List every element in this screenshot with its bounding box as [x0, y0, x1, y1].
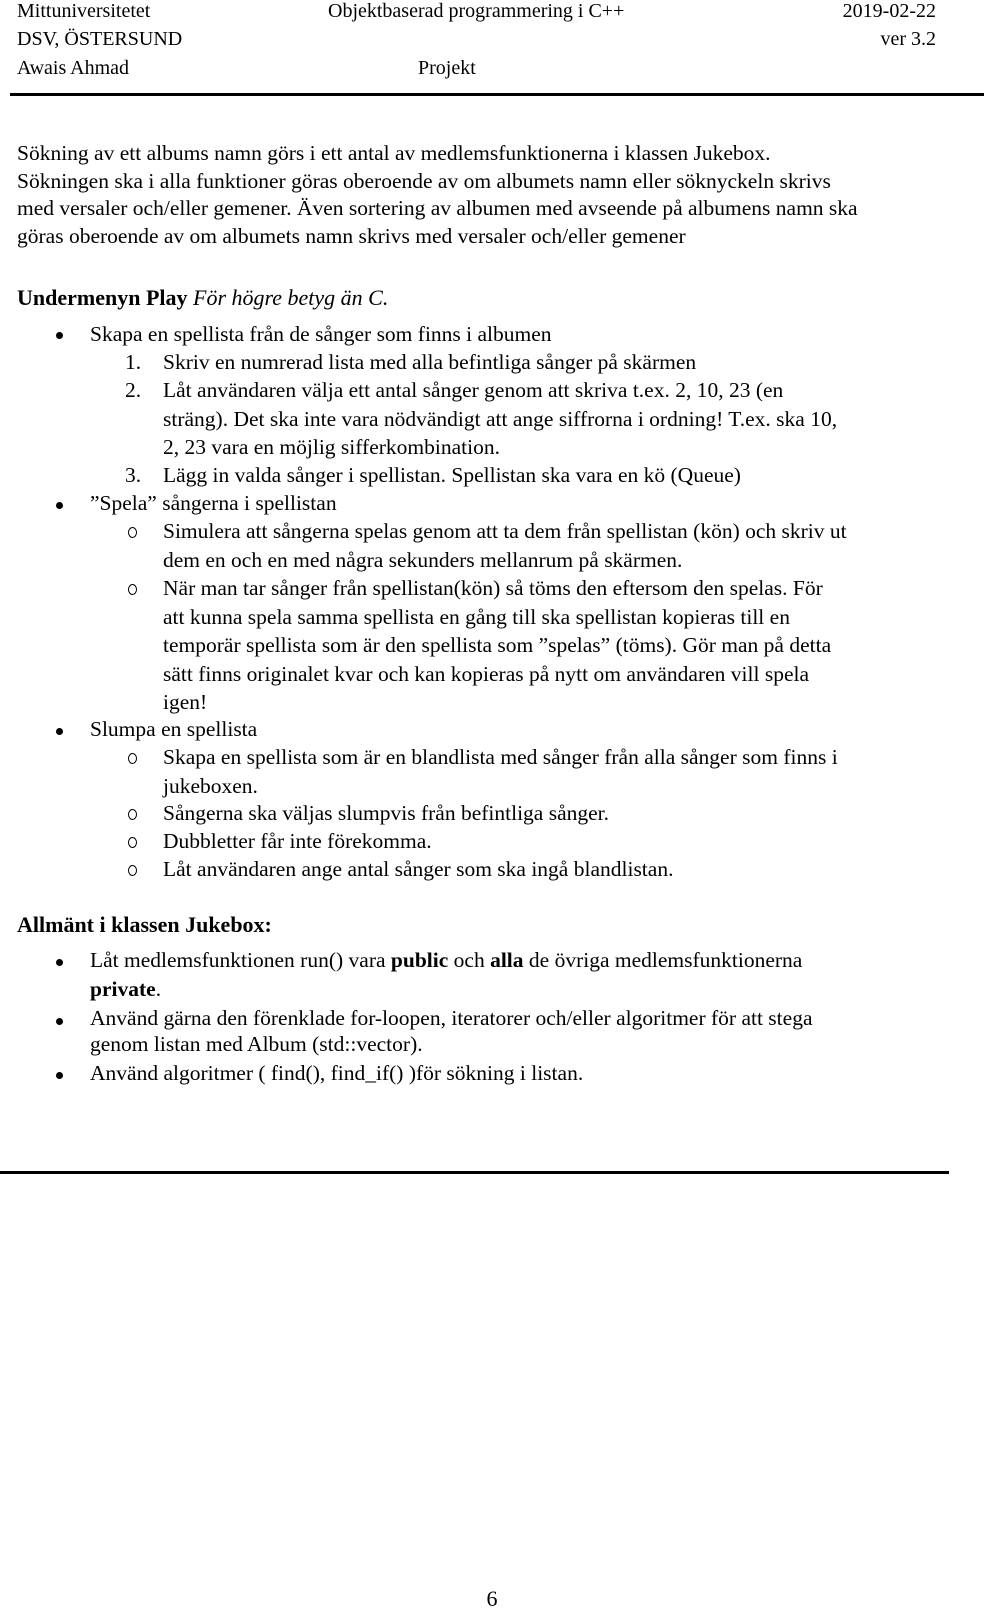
text: Låt medlemsfunktionen run() vara	[90, 948, 391, 972]
intro-line: göras oberoende av om albumets namn skrivs med versaler och/eller gemener	[17, 223, 686, 248]
line: sträng). Det ska inte vara nödvändigt att ange siffrorna i ordning! T.ex. ska 10,	[163, 406, 838, 431]
play-heading-italic: För högre betyg än C.	[193, 285, 389, 310]
sub-list-item: Sångerna ska väljas slumpvis från befintliga sånger.	[163, 801, 610, 825]
text: .	[155, 976, 162, 1001]
bullet-icon	[56, 332, 63, 339]
sub-list-item: Skriv en numrerad lista med alla befintliga sånger på skärmen	[163, 350, 697, 374]
circle-bullet-icon	[128, 865, 137, 876]
page-number: 6	[486, 1586, 498, 1611]
sub-list-item	[163, 517, 847, 574]
header-date: 2019-02-22	[842, 0, 936, 22]
circle-bullet-icon	[128, 527, 137, 538]
list-item	[90, 1005, 813, 1057]
keyword-alla: alla	[490, 948, 524, 972]
list-item	[90, 946, 950, 1003]
bullet-icon	[56, 728, 63, 735]
line: igen!	[163, 690, 208, 714]
intro-paragraph	[17, 140, 967, 250]
header-divider	[10, 93, 984, 96]
circle-bullet-icon	[128, 753, 137, 764]
sub-list-item: Lägg in valda sånger i spellistan. Spellistan ska vara en kö (Queue)	[163, 463, 741, 487]
line: dem en och en med några sekunders mellanrum på skärmen.	[163, 547, 683, 572]
text: de övriga medlemsfunktionerna	[523, 948, 803, 972]
list-marker: 2.	[125, 378, 142, 402]
circle-bullet-icon	[128, 584, 137, 595]
list-item: ”Spela” sångerna i spellistan	[90, 491, 337, 515]
line: sätt finns originalet kvar och kan kopieras på nytt om användaren vill spela	[163, 661, 810, 686]
text: och	[448, 948, 491, 972]
line: temporär spellista som är den spellista som ”spelas” (töms). Gör man på detta	[163, 633, 832, 657]
bullet-icon	[56, 1072, 63, 1079]
line: att kunna spela samma spellista en gång till ska spellistan kopieras till en	[163, 604, 790, 629]
sub-list-item: Låt användaren ange antal sånger som ska ingå blandlistan.	[163, 857, 674, 881]
line: Skapa en spellista som är en blandlista med sånger från alla sånger som finns i	[163, 745, 838, 769]
intro-line: Sökningen ska i alla funktioner göras oberoende av om albumets namn eller söknyckeln skrivs	[17, 168, 831, 193]
line: 2, 23 vara en möjlig sifferkombination.	[163, 435, 500, 459]
header-course: Objektbaserad programmering i C++	[328, 0, 625, 22]
play-heading-bold: Undermenyn Play	[17, 285, 188, 310]
list-item: Använd algoritmer ( find(), find_if() )för sökning i listan.	[90, 1061, 584, 1085]
header-department: DSV, ÖSTERSUND	[17, 28, 183, 50]
bullet-icon	[56, 502, 63, 509]
intro-line: med versaler och/eller gemener. Även sortering av albumen med avseende på albumens namn ska	[17, 196, 858, 220]
list-item: Slumpa en spellista	[90, 717, 258, 741]
line: Använd gärna den förenklade for-loopen, iteratorer och/eller algoritmer för att stega	[90, 1006, 813, 1030]
bullet-icon	[56, 959, 63, 966]
line: Låt användaren välja ett antal sånger genom att skriva t.ex. 2, 10, 23 (en	[163, 378, 784, 402]
keyword-private: private	[90, 976, 156, 1001]
keyword-public: public	[390, 948, 449, 972]
footer-divider	[0, 1171, 949, 1174]
circle-bullet-icon	[128, 837, 137, 848]
line: När man tar sånger från spellistan(kön) så töms den eftersom den spelas. För	[163, 576, 823, 600]
line	[90, 946, 950, 975]
line: Simulera att sångerna spelas genom att ta dem från spellistan (kön) och skriv ut	[163, 519, 847, 543]
sub-list-item	[163, 743, 838, 800]
play-section-heading	[17, 285, 388, 311]
sub-list-item	[163, 376, 837, 462]
header-version: ver 3.2	[880, 28, 936, 50]
sub-list-item	[163, 574, 831, 717]
header-university: Mittuniversitetet	[17, 0, 151, 22]
intro-line: Sökning av ett albums namn görs i ett antal av medlemsfunktionerna i klassen Jukebox.	[17, 141, 771, 165]
line	[90, 975, 950, 1004]
header-doc-type: Projekt	[418, 57, 476, 79]
list-marker: 3.	[125, 463, 142, 487]
general-section-heading: Allmänt i klassen Jukebox:	[17, 912, 272, 937]
bullet-icon	[56, 1018, 63, 1025]
list-marker: 1.	[125, 350, 142, 374]
circle-bullet-icon	[128, 809, 137, 820]
list-item: Skapa en spellista från de sånger som finns i albumen	[90, 322, 552, 346]
header-author: Awais Ahmad	[17, 57, 130, 79]
sub-list-item: Dubbletter får inte förekomma.	[163, 829, 432, 853]
line: jukeboxen.	[163, 773, 258, 798]
line: genom listan med Album (std::vector).	[90, 1032, 423, 1056]
